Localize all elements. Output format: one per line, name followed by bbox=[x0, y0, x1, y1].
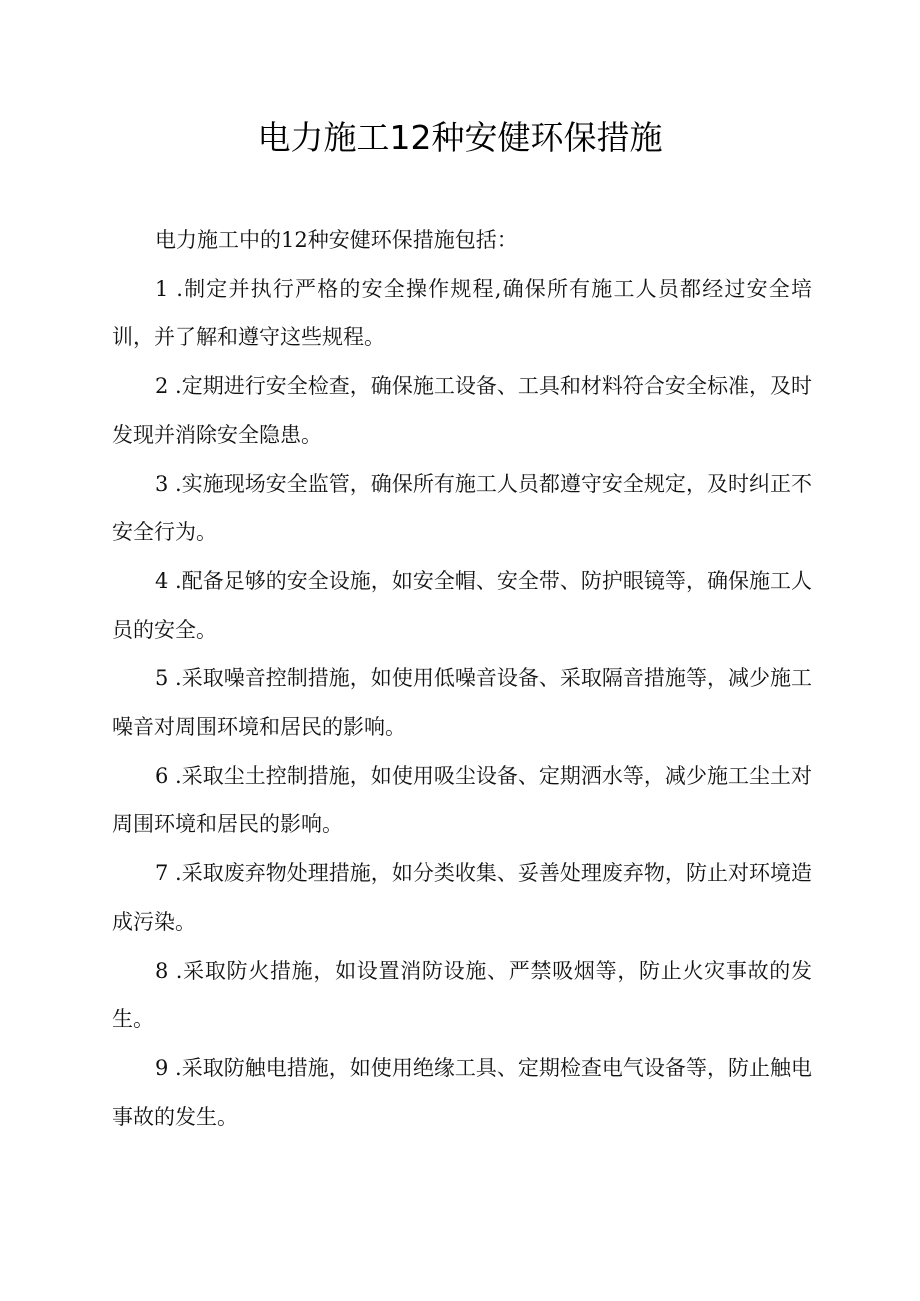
measure-item-5: 5 .采取噪音控制措施，如使用低噪音设备、采取隔音措施等，减少施工噪音对周围环境和居民的影响。 bbox=[112, 666, 812, 740]
measure-item-3: 3 .实施现场安全监管，确保所有施工人员都遵守安全规定，及时纠正不安全行为。 bbox=[112, 471, 812, 545]
document-body bbox=[112, 216, 812, 1141]
document-title: 电力施工12种安健环保措施 bbox=[257, 118, 663, 157]
measure-item-1: 1 .制定并执行严格的安全操作规程,确保所有施工人员都经过安全培训，并了解和遵守这些规程。 bbox=[112, 276, 812, 350]
measure-item-2: 2 .定期进行安全检查，确保施工设备、工具和材料符合安全标准，及时发现并消除安全隐患。 bbox=[112, 374, 812, 447]
measure-item-7: 7 .采取废弃物处理措施，如分类收集、妥善处理废弃物，防止对环境造成污染。 bbox=[112, 861, 812, 934]
measure-item-4: 4 .配备足够的安全设施，如安全帽、安全带、防护眼镜等，确保施工人员的安全。 bbox=[112, 568, 812, 642]
measure-item-6: 6 .采取尘土控制措施，如使用吸尘设备、定期洒水等，减少施工尘土对周围环境和居民的影响。 bbox=[112, 763, 812, 837]
intro-paragraph: 电力施工中的12种安健环保措施包括： bbox=[155, 228, 518, 252]
measure-item-8: 8 .采取防火措施，如设置消防设施、严禁吸烟等，防止火灾事故的发生。 bbox=[112, 958, 812, 1032]
measure-item-9: 9 .采取防触电措施，如使用绝缘工具、定期检查电气设备等，防止触电事故的发生。 bbox=[112, 1055, 812, 1129]
